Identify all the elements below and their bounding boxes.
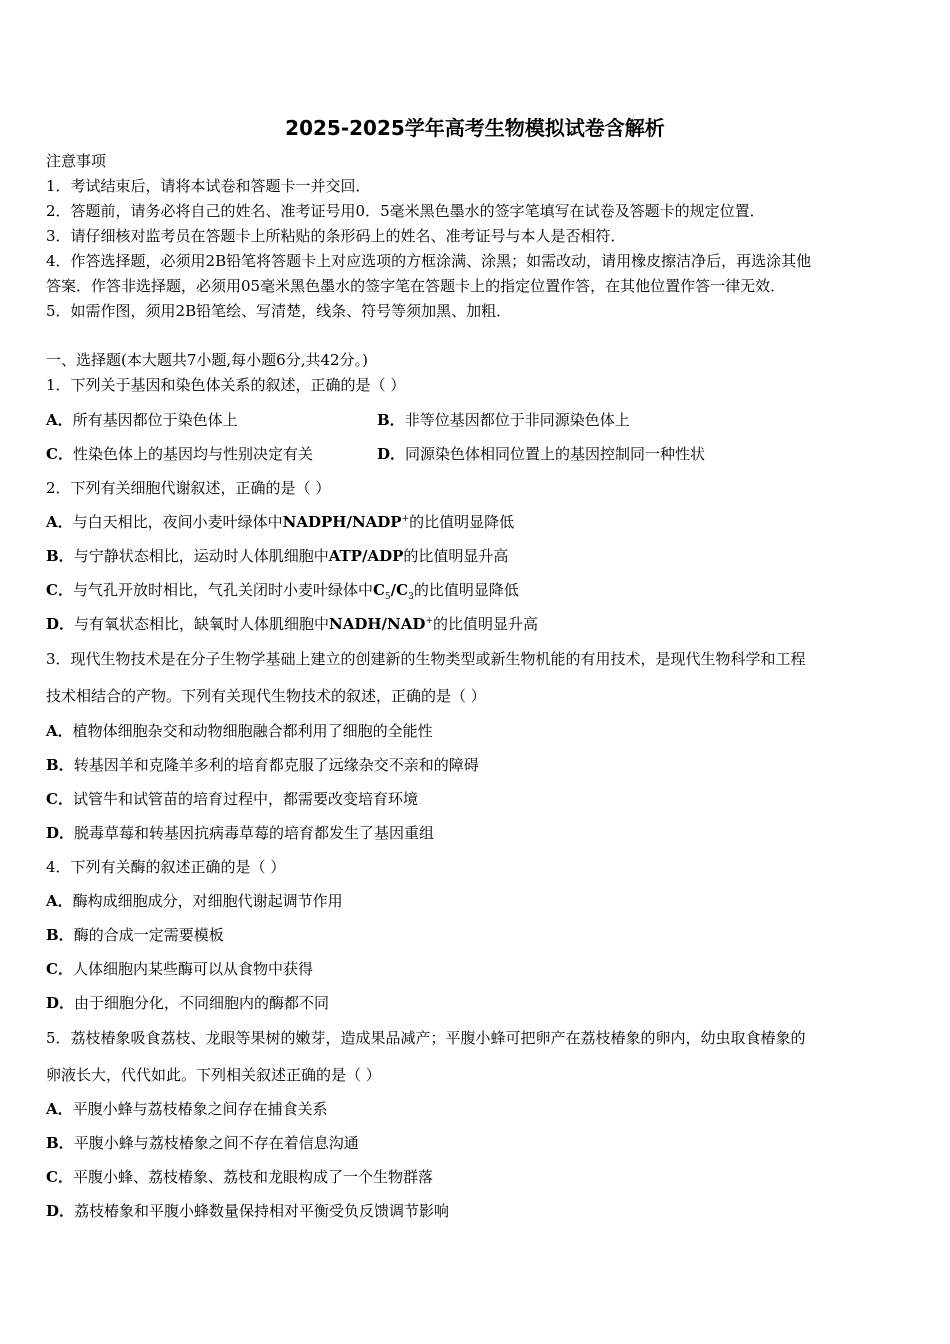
section-heading: 一、选择题(本大题共7小题,每小题6分,共42分。): [46, 351, 368, 369]
question-stem: 4．下列有关酶的叙述正确的是（ ）: [46, 858, 286, 876]
question-stem: 5．荔枝椿象吸食荔枝、龙眼等果树的嫩芽，造成果品减产；平腹小蜂可把卵产在荔枝椿象的卵内，幼虫取食椿象的: [46, 1029, 806, 1047]
option-a: A．与白天相比，夜间小麦叶绿体中NADPH/NADP+的比值明显降低: [46, 513, 515, 531]
option-b: B．平腹小蜂与荔枝椿象之间不存在着信息沟通: [46, 1134, 359, 1152]
option-b: B．转基因羊和克隆羊多利的培育都克服了远缘杂交不亲和的障碍: [46, 756, 479, 774]
question-stem-continued: 技术相结合的产物。下列有关现代生物技术的叙述，正确的是（ ）: [46, 687, 486, 705]
notice-item: 答案．作答非选择题，必须用05毫米黑色墨水的签字笔在答题卡上的指定位置作答，在其他位置作答一律无效．: [46, 277, 786, 295]
question-stem-continued: 卵液长大，代代如此。下列相关叙述正确的是（ ）: [46, 1066, 381, 1084]
option-d: D．荔枝椿象和平腹小蜂数量保持相对平衡受负反馈调节影响: [46, 1202, 450, 1220]
option-b: B．与宁静状态相比，运动时人体肌细胞中ATP/ADP的比值明显升高: [46, 547, 509, 565]
question-stem: 3．现代生物技术是在分子生物学基础上建立的创建新的生物类型或新生物机能的有用技术，是现代生物科学和工程: [46, 650, 806, 668]
option-d: D．与有氧状态相比，缺氧时人体肌细胞中NADH/NAD+的比值明显升高: [46, 615, 538, 633]
option-a: A．酶构成细胞成分，对细胞代谢起调节作用: [46, 892, 343, 910]
notice-item: 2．答题前，请务必将自己的姓名、准考证号用0．5毫米黑色墨水的签字笔填写在试卷及答题卡的规定位置．: [46, 202, 765, 220]
notice-item: 5．如需作图，须用2B铅笔绘、写清楚，线条、符号等须加黑、加粗．: [46, 302, 512, 320]
option-a: A．植物体细胞杂交和动物细胞融合都利用了细胞的全能性: [46, 722, 433, 740]
option-b: B．非等位基因都位于非同源染色体上: [377, 411, 630, 429]
option-a: A．所有基因都位于染色体上: [46, 411, 238, 429]
notice-heading: 注意事项: [46, 152, 107, 170]
notice-item: 1．考试结束后，请将本试卷和答题卡一并交回．: [46, 177, 371, 195]
option-b: B．酶的合成一定需要模板: [46, 926, 224, 944]
option-d: D．脱毒草莓和转基因抗病毒草莓的培育都发生了基因重组: [46, 824, 435, 842]
option-c: C．与气孔开放时相比，气孔关闭时小麦叶绿体中$C_5/C_3$的比值明显降低: [46, 581, 519, 602]
notice-item: 4．作答选择题，必须用2B铅笔将答题卡上对应选项的方框涂满、涂黑；如需改动，请用橡皮擦洁净后，再选涂其他: [46, 252, 812, 270]
option-c: C．试管牛和试管苗的培育过程中，都需要改变培育环境: [46, 790, 418, 808]
option-c: C．人体细胞内某些酶可以从食物中获得: [46, 960, 313, 978]
option-c: C．性染色体上的基因均与性别决定有关: [46, 445, 313, 463]
option-a: A．平腹小蜂与荔枝椿象之间存在捕食关系: [46, 1100, 328, 1118]
document-title: 2025-2025学年高考生物模拟试卷含解析: [285, 116, 665, 140]
question-stem: 2．下列有关细胞代谢叙述，正确的是（ ）: [46, 479, 331, 497]
option-c: C．平腹小蜂、荔枝椿象、荔枝和龙眼构成了一个生物群落: [46, 1168, 433, 1186]
option-d: D．同源染色体相同位置上的基因控制同一种性状: [377, 445, 706, 463]
option-d: D．由于细胞分化，不同细胞内的酶都不同: [46, 994, 330, 1012]
question-stem: 1．下列关于基因和染色体关系的叙述，正确的是（ ）: [46, 376, 406, 394]
notice-item: 3．请仔细核对监考员在答题卡上所粘贴的条形码上的姓名、准考证号与本人是否相符．: [46, 227, 626, 245]
